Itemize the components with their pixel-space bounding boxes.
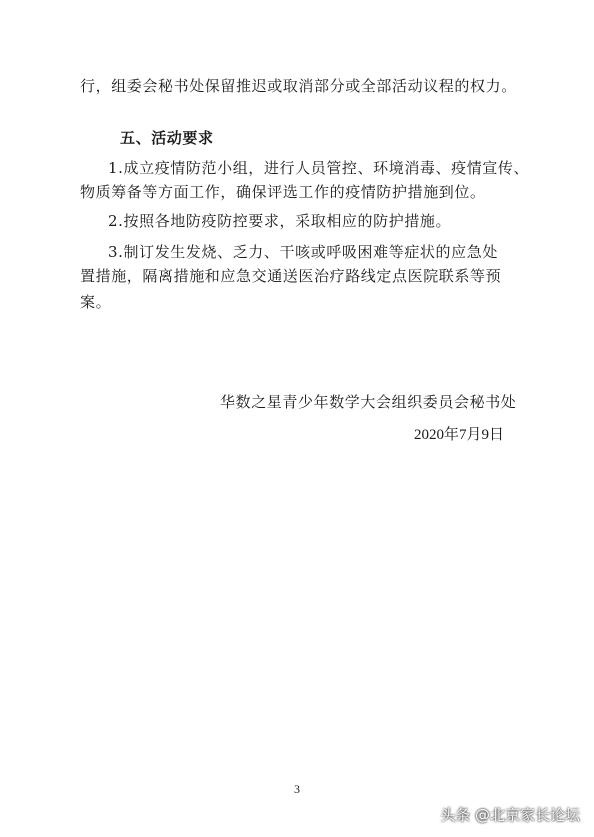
continuation-line: 行，组委会秘书处保留推迟或取消部分或全部活动议程的权力。 — [80, 77, 517, 95]
signature-organization: 华数之星青少年数学大会组织委员会秘书处 — [220, 393, 517, 411]
page-number: 3 — [294, 782, 300, 796]
signature-date: 2020年7月9日 — [414, 427, 505, 443]
item-2-line-1: 2.按照各地防疫防控要求，采取相应的防护措施。 — [108, 212, 452, 230]
item-1-line-1: 1.成立疫情防范小组，进行人员管控、环境消毒、疫情宣传、 — [108, 159, 530, 177]
item-3-line-3: 案。 — [80, 293, 112, 311]
item-3-line-2: 置措施，隔离措施和应急交通送医治疗路线定点医院联系等预 — [80, 267, 502, 285]
watermark-text: 头条 @北京家长论坛 — [440, 806, 580, 824]
watermark — [440, 804, 580, 825]
item-3-line-1: 3.制订发生发烧、乏力、干咳或呼吸困难等症状的应急处 — [108, 243, 498, 261]
item-1-line-2: 物质筹备等方面工作，确保评选工作的疫情防护措施到位。 — [80, 183, 486, 201]
section-heading: 五、活动要求 — [120, 129, 214, 147]
